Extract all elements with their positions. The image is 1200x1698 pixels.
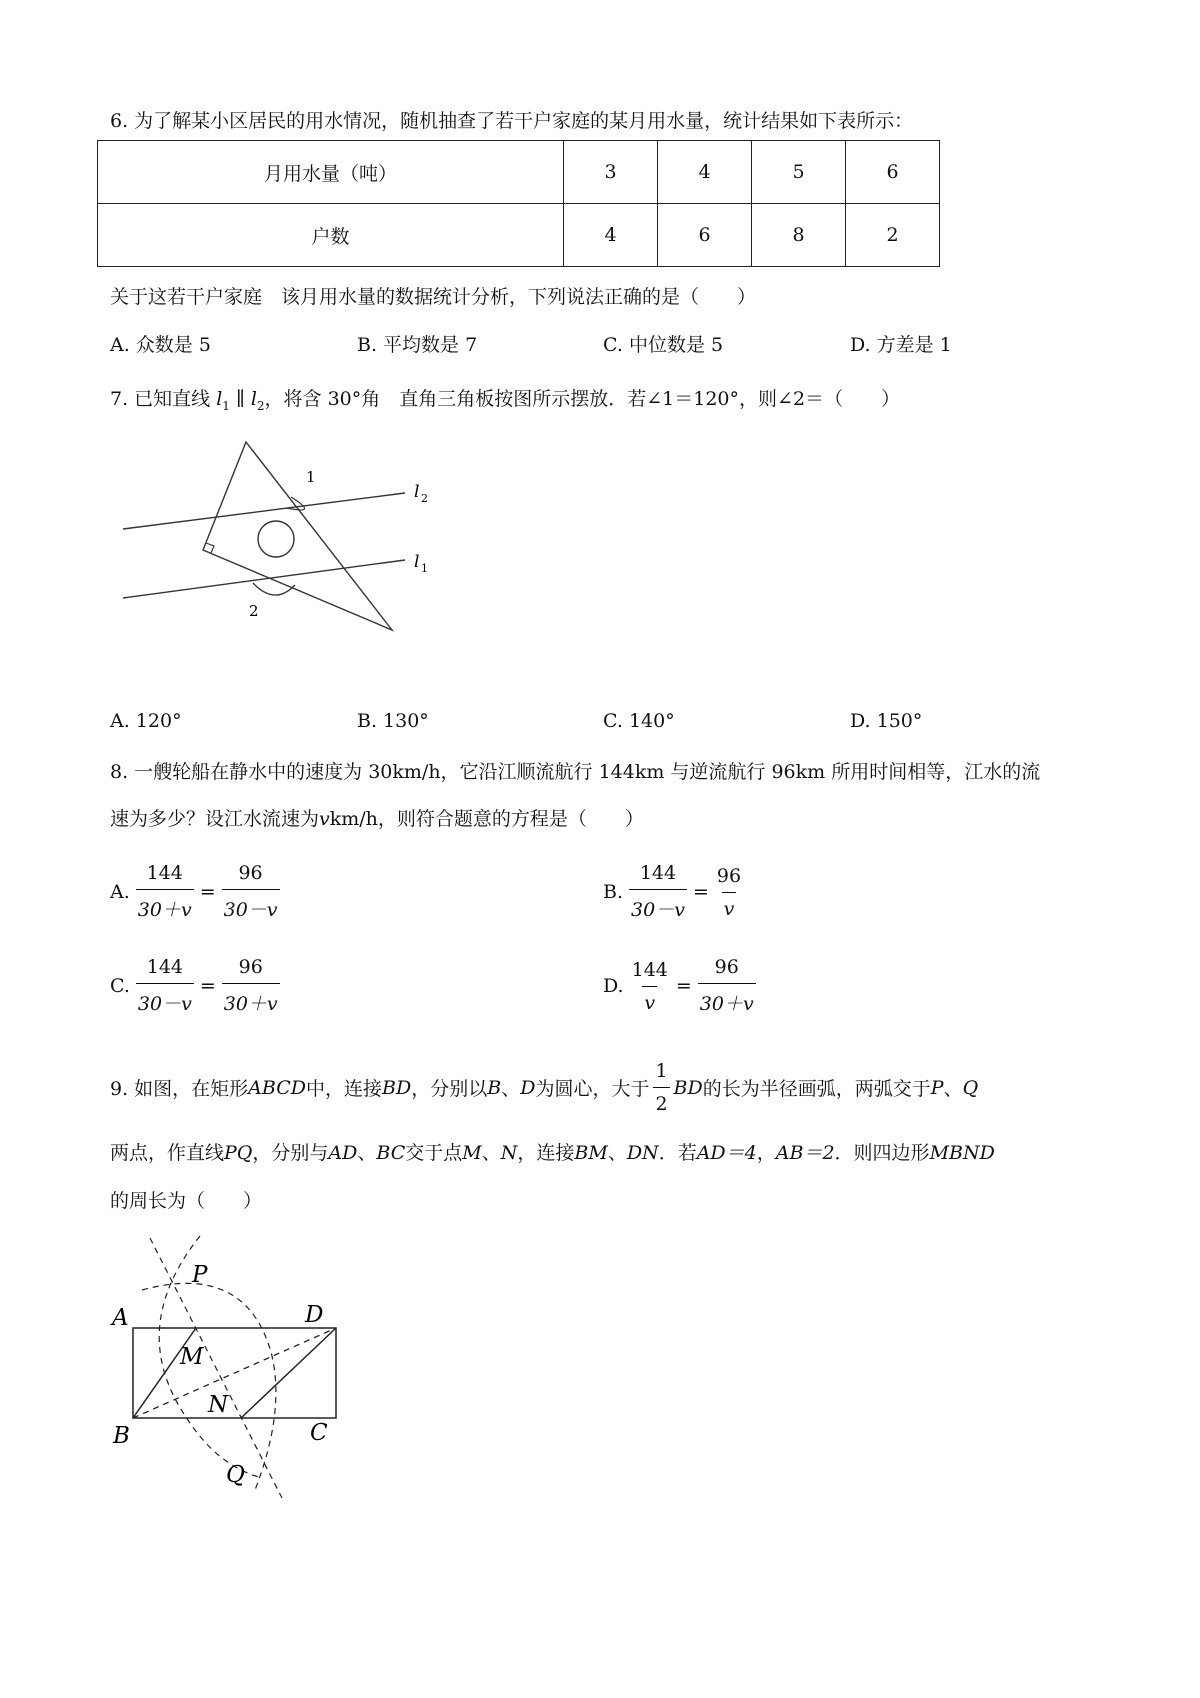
denominator: 30－v xyxy=(222,889,280,922)
q8-option-b xyxy=(603,862,743,922)
l2-symbol: l xyxy=(250,388,257,410)
q9-text: 9. 如图，在矩形 xyxy=(110,1078,249,1100)
equals-sign: = xyxy=(692,881,709,903)
triangle-ruler xyxy=(203,442,392,630)
l1-label: l xyxy=(414,552,420,572)
numerator: 1 xyxy=(655,1060,668,1082)
angle-2-label: 2 xyxy=(249,602,259,620)
q9-text: ．若 xyxy=(658,1142,697,1164)
q6-cell: 2 xyxy=(846,204,940,267)
q7-angle1: ∠1＝120° xyxy=(646,388,740,410)
q9-math: D xyxy=(520,1076,536,1099)
q9-line3: 的周长为（ ） xyxy=(110,1190,263,1212)
fraction xyxy=(630,959,670,1014)
q7-figure xyxy=(110,425,470,650)
denominator: 30＋v xyxy=(222,983,280,1016)
q9-line2 xyxy=(110,1138,995,1165)
denominator: 2 xyxy=(653,1087,669,1115)
q9-math: ABCD xyxy=(248,1076,306,1099)
label-d: D xyxy=(305,1302,324,1328)
q9-text: ，分别与 xyxy=(252,1142,329,1164)
q9-math: BM xyxy=(574,1142,608,1164)
q8-option-a xyxy=(110,862,280,922)
q9-text: 、 xyxy=(607,1142,627,1164)
q7-stem-a: 7. 已知直线 xyxy=(110,388,211,410)
label-a: A xyxy=(112,1305,129,1331)
numerator: 144 xyxy=(146,862,183,884)
q9-text: 、 xyxy=(481,1142,501,1164)
segment-dn xyxy=(241,1328,336,1418)
label-b: B xyxy=(113,1423,130,1449)
diagonal-bd xyxy=(133,1328,336,1418)
l1-label-sub: 1 xyxy=(421,562,428,575)
denominator: v xyxy=(642,986,657,1014)
l2-label: l xyxy=(414,482,420,502)
q6-option-d: D. 方差是 1 xyxy=(850,334,952,356)
label-p: P xyxy=(192,1262,208,1288)
line-pq xyxy=(150,1238,282,1498)
numerator: 96 xyxy=(714,956,739,978)
q7-stem xyxy=(110,384,900,413)
q6-table xyxy=(97,140,940,267)
q9-math: PQ xyxy=(224,1142,253,1164)
l1-symbol: l xyxy=(216,388,223,410)
option-letter: B. xyxy=(603,881,624,903)
q8-line2-b: km/h，则符合题意的方程是（ ） xyxy=(329,808,644,830)
denominator: 30＋v xyxy=(136,889,194,922)
q9-text: 的长为半径画弧，两弧交于 xyxy=(702,1078,931,1100)
l2-label-sub: 2 xyxy=(421,492,428,505)
q9-math: BD xyxy=(382,1076,412,1099)
label-m: M xyxy=(180,1344,204,1370)
q9-text: ， xyxy=(756,1142,776,1164)
q6-cell: 3 xyxy=(564,141,658,204)
q7-option-a: A. 120° xyxy=(110,710,182,732)
numerator: 96 xyxy=(238,956,263,978)
q8-line2-a: 速为多少？设江水流速为 xyxy=(110,808,320,830)
q8-option-c xyxy=(110,956,280,1016)
q6-option-b: B. 平均数是 7 xyxy=(357,334,478,356)
q9-math: Q xyxy=(962,1076,979,1099)
table-row xyxy=(98,204,940,267)
angle-1-label: 1 xyxy=(306,468,316,486)
l2-subscript: 2 xyxy=(256,398,265,413)
equals-sign: = xyxy=(199,975,216,997)
fraction xyxy=(629,862,687,922)
angle-2-arc xyxy=(253,583,295,595)
q9-line1 xyxy=(110,1060,978,1115)
q6-cell: 8 xyxy=(752,204,846,267)
q8-var-v: v xyxy=(319,808,330,830)
denominator: 30＋v xyxy=(698,983,756,1016)
q8-option-d xyxy=(603,956,756,1016)
q9-math: M xyxy=(462,1142,482,1164)
l1-subscript: 1 xyxy=(222,398,230,413)
q6-stem: 6. 为了解某小区居民的用水情况，随机抽查了若干户家庭的某月用水量，统计结果如下表所示： xyxy=(110,110,914,132)
q9-text: ，分别以 xyxy=(411,1078,488,1100)
q9-math: P xyxy=(930,1076,944,1099)
numerator: 144 xyxy=(631,958,668,981)
q7-option-b: B. 130° xyxy=(357,710,429,732)
q9-text: 、 xyxy=(501,1078,521,1100)
q7-stem-d: （ ） xyxy=(824,388,901,410)
q9-math: N xyxy=(500,1142,518,1164)
option-letter: D. xyxy=(603,975,624,997)
q6-option-c: C. 中位数是 5 xyxy=(603,334,724,356)
q6-cell: 5 xyxy=(752,141,846,204)
q6-cell: 6 xyxy=(846,141,940,204)
equals-sign: = xyxy=(199,881,216,903)
q9-math: B xyxy=(487,1076,502,1099)
numerator: 96 xyxy=(716,864,742,887)
fraction xyxy=(136,956,194,1016)
arc-from-b xyxy=(142,1283,276,1490)
q9-text: ，连接 xyxy=(517,1142,575,1164)
q9-math: DN xyxy=(626,1142,659,1164)
q6-cell: 4 xyxy=(564,204,658,267)
numerator: 144 xyxy=(639,862,677,884)
q9-figure xyxy=(105,1230,328,1505)
q9-text: 两点，作直线 xyxy=(110,1142,225,1164)
numerator: 96 xyxy=(238,862,263,884)
q9-math: MBND xyxy=(929,1142,995,1164)
q6-row1-label: 月用水量（吨） xyxy=(98,141,564,204)
equals-sign: = xyxy=(675,975,692,997)
q9-math: BD xyxy=(673,1076,703,1099)
fraction-half xyxy=(653,1060,669,1115)
q7-option-c: C. 140° xyxy=(603,710,675,732)
q8-line2 xyxy=(110,804,644,831)
q6-question: 关于这若干户家庭 该月用水量的数据统计分析，下列说法正确的是（ ） xyxy=(110,286,757,308)
q6-row2-label: 户数 xyxy=(98,204,564,267)
q6-option-a: A. 众数是 5 xyxy=(110,334,211,356)
q9-text: 、 xyxy=(943,1078,963,1100)
q9-math: AD＝4 xyxy=(696,1142,757,1164)
table-row xyxy=(98,141,940,204)
label-q: Q xyxy=(226,1462,245,1488)
option-letter: A. xyxy=(110,881,130,903)
line-l2 xyxy=(123,493,405,529)
fraction xyxy=(222,862,280,922)
q6-cell: 6 xyxy=(658,204,752,267)
q9-math: BC xyxy=(376,1142,406,1164)
q9-text: 、 xyxy=(357,1142,377,1164)
q9-math: AB＝2 xyxy=(775,1142,835,1164)
q7-angle2: ∠2＝ xyxy=(777,388,825,410)
label-n: N xyxy=(208,1392,229,1418)
fraction xyxy=(222,956,280,1016)
q9-text: ．则四边形 xyxy=(834,1142,930,1164)
fraction xyxy=(698,956,756,1016)
label-c: C xyxy=(310,1420,328,1446)
q9-text: 为圆心，大于 xyxy=(535,1078,650,1100)
denominator: 30－v xyxy=(136,983,194,1016)
q9-text: 中，连接 xyxy=(305,1078,382,1100)
q7-stem-b: ，将含 30°角 直角三角板按图所示摆放．若 xyxy=(264,388,647,410)
fraction xyxy=(715,865,743,920)
denominator: v xyxy=(722,892,737,920)
option-letter: C. xyxy=(110,975,130,997)
parallel-symbol: ∥ xyxy=(235,388,245,410)
q9-math: AD xyxy=(328,1142,358,1164)
fraction xyxy=(136,862,194,922)
q8-line1: 8. 一艘轮船在静水中的速度为 30km/h，它沿江顺流航行 144km 与逆流航行 96km 所用时间相等，江水的流 xyxy=(110,761,1041,783)
numerator: 144 xyxy=(146,956,183,978)
q9-text: 交于点 xyxy=(405,1142,463,1164)
q6-cell: 4 xyxy=(658,141,752,204)
ruler-hole xyxy=(258,521,294,557)
q7-stem-c: ，则 xyxy=(739,388,778,410)
q7-option-d: D. 150° xyxy=(850,710,923,732)
denominator: 30－v xyxy=(629,889,687,922)
